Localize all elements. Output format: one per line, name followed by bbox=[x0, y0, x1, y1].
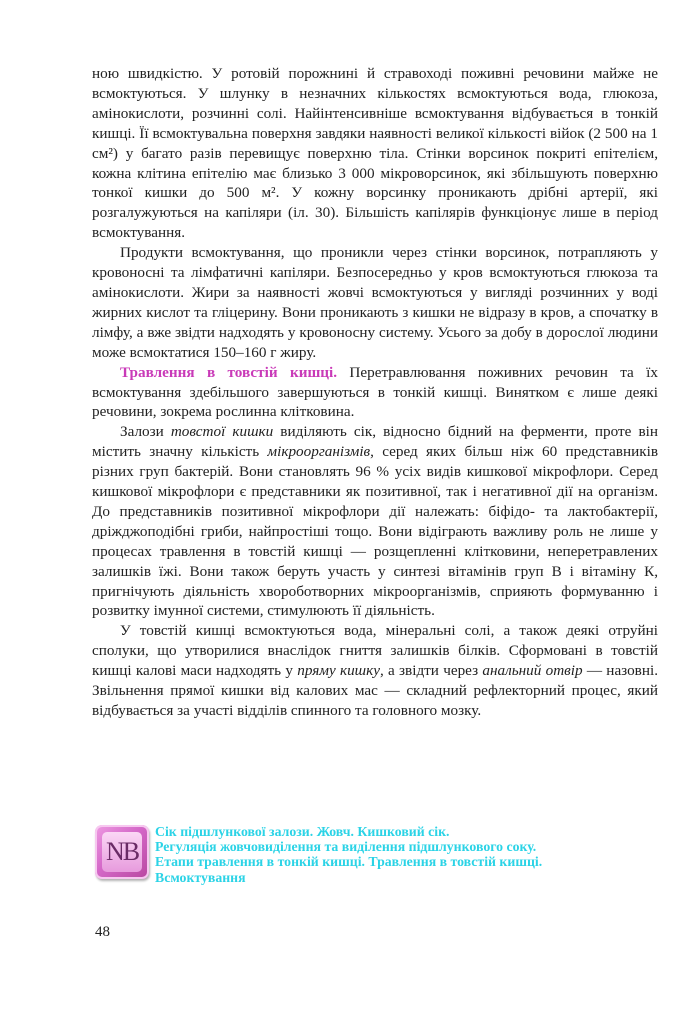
term-italic: мікроорганізмів bbox=[267, 443, 371, 461]
text-run: , а звідти через bbox=[379, 662, 483, 680]
nb-topic-line: Регуляція жовчовиділення та виділення підшлункового соку. bbox=[155, 839, 537, 855]
paragraph-absorption: ною швидкістю. У ротовій порожнині й стравоході поживні речовини майже не всмоктуються. У шлунку в незначних кількостях всмоктуються вода, глюкоза, амінокислоти, розчинні солі. Найінтенсивніше всмоктування відбувається в тонкій кишці. Її всмоктувальна поверхня завдяки наявності великої кількості війок (2 500 на 1 см²) у багато разів перевищує поверхню тіла. Стінки ворсинок покриті епітелієм, кожна клітина епітелію має близько 3 000 мікроворсинок, які збільшують поверхню тонкої кишки до 500 м². У кожну ворсинку проникають дрібні артерії, які розгалужуються на капіляри (іл. 30). Більшість капілярів функціонує лише в період всмоктування. bbox=[92, 65, 658, 242]
paragraph-text: Перетравлювання поживних речовин та їх всмоктування здебільшого завершуються в тонкій кишці. Винятком є лише деякі речовини, зокрема рослинна клітковина. bbox=[92, 363, 658, 421]
main-text bbox=[92, 64, 658, 721]
paragraph-microflora bbox=[92, 422, 658, 621]
text-run: У товстій кишці всмоктуються вода, мінеральні солі, а також деякі отруйні сполуки, що утворилися внаслідок гниття залишків білків. Сформовані в товстій кишці калові маси надходять у bbox=[92, 622, 658, 680]
page-number: 48 bbox=[95, 924, 110, 940]
nb-topic-line: Етапи травлення в тонкій кишці. Травлення в товстій кишці. bbox=[155, 854, 543, 870]
text-run: виділяють сік, відносно бідний на ферменти, проте він містить значну кількість bbox=[92, 423, 658, 461]
text-run: Залози bbox=[120, 423, 171, 441]
section-heading-large-intestine: Травлення в товстій кишці. bbox=[120, 363, 338, 381]
nb-topic-line: Сік підшлункової залози. Жовч. Кишковий сік. bbox=[155, 824, 450, 839]
text-run: , серед яких більш ніж 60 представників різних груп бактерій. Вони становлять 96 % усіх видів кишкової мікрофлори. Серед кишкової мікрофлори є представники як позитивної, так і негативної дії на організм. До представників позитивної мікрофлори дії належать: біфідо- та лактобактерії, дріжджоподібні гриби, найпростіші тощо. Вони відіграють важливу роль не лише у процесах травлення в товстій кишці — розщепленні клітковини, неперетравлених залишків їжі. Вони також беруть участь у синтезі вітамінів груп В і вітаміну К, пригнічують діяльність хвороботворних мікроорганізмів, сприяють формуванню і розвитку імунної системи, стимулюють її діяльність. bbox=[92, 443, 658, 620]
nb-icon-label: NB bbox=[102, 832, 142, 872]
paragraph-rectum bbox=[92, 621, 658, 721]
nb-topics bbox=[155, 824, 665, 885]
paragraph-large-intestine-intro bbox=[92, 363, 658, 423]
paragraph-absorption-products: Продукти всмоктування, що проникли через стінки ворсинок, потрапляють у кровоносні та лімфатичні капіляри. Безпосередньо у кров всмоктуються глюкоза та амінокислоти. Жири за наявності жовчі всмоктуються у вигляді розчинних у воді жирних кислот та гліцерину. Вони проникають з кишки не відразу в кров, а спочатку в лімфу, а вже звідти надходять у кровоносну систему. Усього за добу в дорослої людини може всмоктатися 150–160 г жиру. bbox=[92, 244, 658, 361]
term-italic: анальний отвір bbox=[482, 662, 583, 680]
text-run: — назовні. Звільнення прямої кишки від калових мас — складний рефлекторний процес, який відбувається за участі відділів спинного та головного мозку. bbox=[92, 662, 658, 719]
term-italic: товстої кишки bbox=[170, 423, 274, 441]
nb-icon bbox=[95, 825, 149, 879]
term-italic: пряму кишку bbox=[297, 662, 380, 680]
nb-summary-block bbox=[95, 825, 665, 885]
nb-topic-line: Всмоктування bbox=[155, 869, 246, 885]
